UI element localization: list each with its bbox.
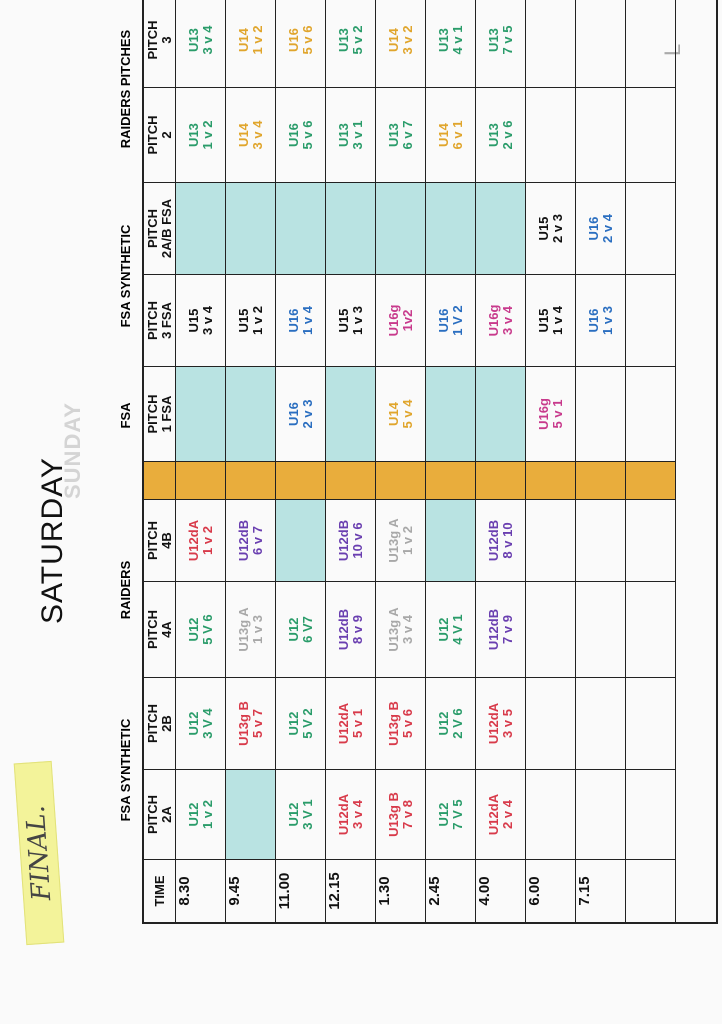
separator-cell <box>476 461 526 499</box>
team-label: U12 <box>435 617 451 642</box>
fixture-cell <box>376 581 426 677</box>
fixture-cell <box>326 274 376 366</box>
fixture-cell <box>326 366 376 461</box>
match-label: 2 v 3 <box>299 399 315 429</box>
column-header-line2: 2A <box>158 806 174 823</box>
match-label: 6 v 7 <box>399 120 415 150</box>
time-cell: 12.15 <box>326 859 376 922</box>
team-label: U13 <box>435 28 451 52</box>
time-cell: 6.00 <box>526 859 576 922</box>
column-header-line2: 3 <box>158 36 174 44</box>
column-header-line2: 2 <box>158 131 174 139</box>
empty-cell <box>626 499 676 581</box>
match-label: 3 v 4 <box>249 120 265 150</box>
match-label: 6 V7 <box>299 616 315 643</box>
team-label: U13g B <box>385 701 401 746</box>
fixture-cell <box>526 182 576 274</box>
team-label: U12dA <box>485 793 501 836</box>
team-label: U13 <box>385 123 401 147</box>
time-cell: 1.30 <box>376 859 426 922</box>
column-header <box>144 769 176 859</box>
match-label: 3 v 4 <box>349 800 365 829</box>
fixture-cell <box>426 0 476 87</box>
fixture-cell <box>476 769 526 859</box>
team-label: U16 <box>585 216 601 241</box>
fixture-cell <box>226 677 276 769</box>
fixture-cell <box>276 499 326 581</box>
match-label: 7 v 9 <box>499 615 515 644</box>
match-label: 7 v 8 <box>399 800 415 829</box>
fixture-cell <box>526 769 576 859</box>
match-label: 3 v 4 <box>199 306 215 335</box>
team-label: U16 <box>285 123 301 147</box>
match-label: 2 v 6 <box>499 120 515 150</box>
column-header <box>144 581 176 677</box>
team-label: U16 <box>285 308 301 333</box>
fixture-cell <box>326 87 376 182</box>
fixture-cell <box>226 769 276 859</box>
match-label: 6 v 1 <box>449 120 465 150</box>
team-label: U15 <box>185 308 201 333</box>
column-header-line1: TIME <box>151 875 167 907</box>
fixture-cell <box>176 366 226 461</box>
final-sticky-note: FINAL. <box>14 761 65 945</box>
fixture-cell <box>426 769 476 859</box>
time-cell: 11.00 <box>276 859 326 922</box>
team-label: U12dA <box>485 702 501 745</box>
match-label: 1 v 3 <box>249 615 265 644</box>
fixture-cell <box>176 499 226 581</box>
team-label: U12dB <box>485 608 501 651</box>
column-header <box>144 182 176 274</box>
group-label-text: FSA SYNTHETIC <box>118 224 133 328</box>
match-label: 1 v 3 <box>349 306 365 335</box>
fixture-cell <box>276 274 326 366</box>
fixture-cell <box>526 274 576 366</box>
fixture-cell <box>376 182 426 274</box>
match-label: 3 v 2 <box>399 25 415 55</box>
fixture-cell <box>526 366 576 461</box>
empty-cell <box>626 87 676 182</box>
column-header-line2: 3 FSA <box>158 302 174 339</box>
match-label: 5 V 2 <box>299 708 315 739</box>
team-label: U12 <box>285 711 301 736</box>
fixture-cell <box>526 499 576 581</box>
team-label: U14 <box>435 123 451 147</box>
column-header-line1: PITCH <box>144 20 160 60</box>
column-header-line2: 2A/B FSA <box>158 198 174 259</box>
match-label: 7 v 5 <box>499 25 515 55</box>
fixture-cell <box>426 182 476 274</box>
empty-cell <box>626 677 676 769</box>
match-label: 6 v 7 <box>249 526 265 555</box>
group-label-raiders-pitches <box>118 0 133 184</box>
fixture-cell <box>226 499 276 581</box>
schedule-table <box>142 0 718 924</box>
group-label-raiders <box>118 501 133 679</box>
fixture-cell <box>376 499 426 581</box>
fixture-cell <box>576 581 626 677</box>
time-cell: 4.00 <box>476 859 526 922</box>
match-label: 1 V 2 <box>449 305 465 336</box>
fixture-cell <box>376 677 426 769</box>
separator-cell <box>376 461 426 499</box>
team-label: U12dA <box>335 793 351 836</box>
fixture-cell <box>426 581 476 677</box>
team-label: U13 <box>185 28 201 52</box>
fixture-cell <box>176 581 226 677</box>
team-label: U16 <box>585 308 601 333</box>
match-label: 1 v 2 <box>249 25 265 55</box>
separator-cell <box>226 461 276 499</box>
team-label: U13 <box>485 123 501 147</box>
fixture-cell <box>376 0 426 87</box>
column-header-line1: PITCH <box>144 795 160 834</box>
team-label: U13 <box>485 28 501 52</box>
group-label-text: FSA SYNTHETIC <box>118 718 133 822</box>
match-label: 2 v 3 <box>549 214 565 243</box>
match-label: 5 v 4 <box>399 399 415 429</box>
team-label: U13g A <box>385 607 401 652</box>
team-label: U13g A <box>235 607 251 652</box>
match-label: 3 v 5 <box>499 709 515 738</box>
team-label: U12 <box>285 802 301 827</box>
fixture-cell <box>476 274 526 366</box>
column-header-line1: PITCH <box>144 115 160 155</box>
fixture-cell <box>326 0 376 87</box>
team-label: U12 <box>435 711 451 736</box>
team-label: U12dB <box>335 519 351 562</box>
team-label: U13 <box>335 28 351 52</box>
fixture-cell <box>276 677 326 769</box>
column-header-line1: PITCH <box>144 394 160 434</box>
fixture-cell <box>576 274 626 366</box>
team-label: U13g B <box>385 792 401 837</box>
team-label: U12 <box>435 802 451 827</box>
column-header <box>144 499 176 581</box>
separator-cell <box>176 461 226 499</box>
match-label: 8 v 9 <box>349 615 365 644</box>
match-label: 1 v 2 <box>199 120 215 150</box>
team-label: U16 <box>285 402 301 426</box>
fixture-cell <box>426 677 476 769</box>
match-label: 1 v 4 <box>299 306 315 335</box>
team-label: U16 <box>285 28 301 52</box>
fixture-cell <box>476 0 526 87</box>
match-label: 1 v 2 <box>199 800 215 829</box>
team-label: U12 <box>185 802 201 827</box>
team-label: U15 <box>535 216 551 241</box>
group-label-text: FSA <box>118 402 133 429</box>
fixture-cell <box>376 274 426 366</box>
column-header <box>144 859 176 922</box>
match-label: 5 v 7 <box>249 709 265 738</box>
team-label: U12dB <box>235 519 251 562</box>
match-label: 8 v 10 <box>499 522 515 559</box>
team-label: U12dA <box>185 519 201 562</box>
empty-cell <box>626 581 676 677</box>
match-label: 5 v 6 <box>299 25 315 55</box>
fixture-cell <box>576 182 626 274</box>
match-label: 4 V 1 <box>449 614 465 645</box>
time-cell: 2.45 <box>426 859 476 922</box>
fixture-cell <box>276 182 326 274</box>
separator-cell <box>276 461 326 499</box>
empty-cell <box>626 0 676 87</box>
fixture-cell <box>426 499 476 581</box>
fixture-cell <box>226 366 276 461</box>
team-label: U16g <box>535 398 551 430</box>
fixture-cell <box>176 677 226 769</box>
fixture-cell <box>276 87 326 182</box>
column-header-line2: 4B <box>158 532 174 549</box>
team-label: U13g A <box>385 518 401 563</box>
fixture-cell <box>526 87 576 182</box>
team-label: U14 <box>385 28 401 52</box>
fixture-cell <box>526 677 576 769</box>
column-header <box>144 87 176 182</box>
fixture-cell <box>476 366 526 461</box>
fixture-cell <box>176 182 226 274</box>
separator-cell <box>576 461 626 499</box>
match-label: 5 V 6 <box>199 614 215 645</box>
fixture-cell <box>476 581 526 677</box>
page-title: SATURDAY <box>36 457 69 624</box>
fixture-cell <box>176 769 226 859</box>
group-label-text: RAIDERS PITCHES <box>118 29 133 149</box>
match-label: 4 v 1 <box>449 25 465 55</box>
fixture-cell <box>576 366 626 461</box>
column-header <box>144 461 176 499</box>
fixture-cell <box>226 274 276 366</box>
team-label: U16 <box>435 308 451 333</box>
column-header-line1: PITCH <box>144 301 160 340</box>
team-label: U14 <box>235 123 251 147</box>
match-label: 5 v 1 <box>549 399 565 429</box>
fixture-cell <box>476 499 526 581</box>
fixture-cell <box>576 499 626 581</box>
team-label: U15 <box>535 308 551 333</box>
empty-cell <box>626 461 676 499</box>
match-label: 3 V 1 <box>299 799 315 830</box>
match-label: 2 v 4 <box>499 800 515 829</box>
team-label: U13 <box>185 123 201 147</box>
column-header <box>144 366 176 461</box>
separator-cell <box>526 461 576 499</box>
time-cell: 9.45 <box>226 859 276 922</box>
match-label: 1 v 4 <box>549 306 565 335</box>
fixture-cell <box>176 274 226 366</box>
fixture-cell <box>226 0 276 87</box>
team-label: U13 <box>335 123 351 147</box>
fixture-cell <box>276 769 326 859</box>
fixture-cell <box>376 87 426 182</box>
fixture-cell <box>326 677 376 769</box>
fixture-cell <box>576 0 626 87</box>
fixture-cell <box>326 581 376 677</box>
group-label-text: RAIDERS <box>118 560 133 620</box>
separator-cell <box>426 461 476 499</box>
team-label: U13g B <box>235 701 251 746</box>
fixture-cell <box>276 0 326 87</box>
time-cell: 8.30 <box>176 859 226 922</box>
column-header-line2: 1 FSA <box>158 395 174 433</box>
separator-cell <box>326 461 376 499</box>
fixture-cell <box>426 87 476 182</box>
team-label: U12 <box>185 617 201 642</box>
column-header <box>144 274 176 366</box>
column-header-line2: 4A <box>158 621 174 638</box>
team-label: U12dB <box>335 608 351 651</box>
team-label: U12 <box>185 711 201 736</box>
fixture-cell <box>276 581 326 677</box>
column-header-line2: 2B <box>158 715 174 732</box>
fixture-cell <box>176 87 226 182</box>
fixture-cell <box>476 182 526 274</box>
team-label: U15 <box>235 308 251 333</box>
match-label: 1 v 3 <box>599 306 615 335</box>
empty-cell <box>626 769 676 859</box>
team-label: U16g <box>385 304 401 337</box>
team-label: U16g <box>485 304 501 337</box>
column-header-line1: PITCH <box>144 209 160 248</box>
match-label: 1v2 <box>399 309 415 332</box>
fixture-cell <box>576 87 626 182</box>
match-label: 1 v 2 <box>399 526 415 555</box>
column-header-line1: PITCH <box>144 704 160 743</box>
match-label: 3 v 4 <box>399 615 415 644</box>
fixture-cell <box>526 0 576 87</box>
match-label: 5 v 6 <box>399 709 415 738</box>
fixture-cell <box>276 366 326 461</box>
column-header-line1: PITCH <box>144 610 160 649</box>
fixture-cell <box>326 182 376 274</box>
team-label: U12 <box>285 617 301 642</box>
empty-cell <box>626 859 676 922</box>
empty-cell <box>626 274 676 366</box>
fixture-cell <box>376 366 426 461</box>
match-label: 3 v 4 <box>199 25 215 55</box>
fixture-cell <box>476 677 526 769</box>
match-label: 1 v 2 <box>249 306 265 335</box>
empty-cell <box>626 182 676 274</box>
fixture-cell <box>476 87 526 182</box>
fixture-cell <box>576 769 626 859</box>
fixture-cell <box>226 182 276 274</box>
fixture-cell <box>526 581 576 677</box>
match-label: 7 V 5 <box>449 799 465 830</box>
match-label: 5 v 2 <box>349 25 365 55</box>
column-header <box>144 0 176 87</box>
ghost-heading: SUNDAY <box>60 402 85 499</box>
match-label: 3 V 4 <box>199 708 215 739</box>
match-label: 1 v 2 <box>199 526 215 555</box>
team-label: U15 <box>335 308 351 333</box>
group-label-fsa <box>118 368 133 463</box>
group-label-fsa-synthetic-left <box>118 679 133 861</box>
column-header <box>144 677 176 769</box>
fixture-cell <box>326 769 376 859</box>
match-label: 5 v 6 <box>299 120 315 150</box>
match-label: 3 v 1 <box>349 120 365 150</box>
fixture-cell <box>176 0 226 87</box>
time-cell: 7.15 <box>576 859 626 922</box>
match-label: 10 v 6 <box>349 522 365 559</box>
empty-cell <box>626 366 676 461</box>
team-label: U12dB <box>485 519 501 562</box>
team-label: U14 <box>385 402 401 426</box>
fixture-cell <box>326 499 376 581</box>
fixture-cell <box>426 274 476 366</box>
fixture-cell <box>376 769 426 859</box>
fixture-cell <box>226 87 276 182</box>
fixture-cell <box>226 581 276 677</box>
match-label: 2 v 4 <box>599 214 615 243</box>
fixture-cell <box>426 366 476 461</box>
match-label: 3 v 4 <box>499 306 515 335</box>
group-label-fsa-synthetic-right <box>118 184 133 368</box>
match-label: 2 V 6 <box>449 708 465 739</box>
team-label: U12dA <box>335 702 351 745</box>
column-header-line1: PITCH <box>144 521 160 560</box>
team-label: U14 <box>235 28 251 52</box>
match-label: 5 v 1 <box>349 709 365 738</box>
fixture-cell <box>576 677 626 769</box>
corner-pen-mark: L <box>660 43 685 56</box>
